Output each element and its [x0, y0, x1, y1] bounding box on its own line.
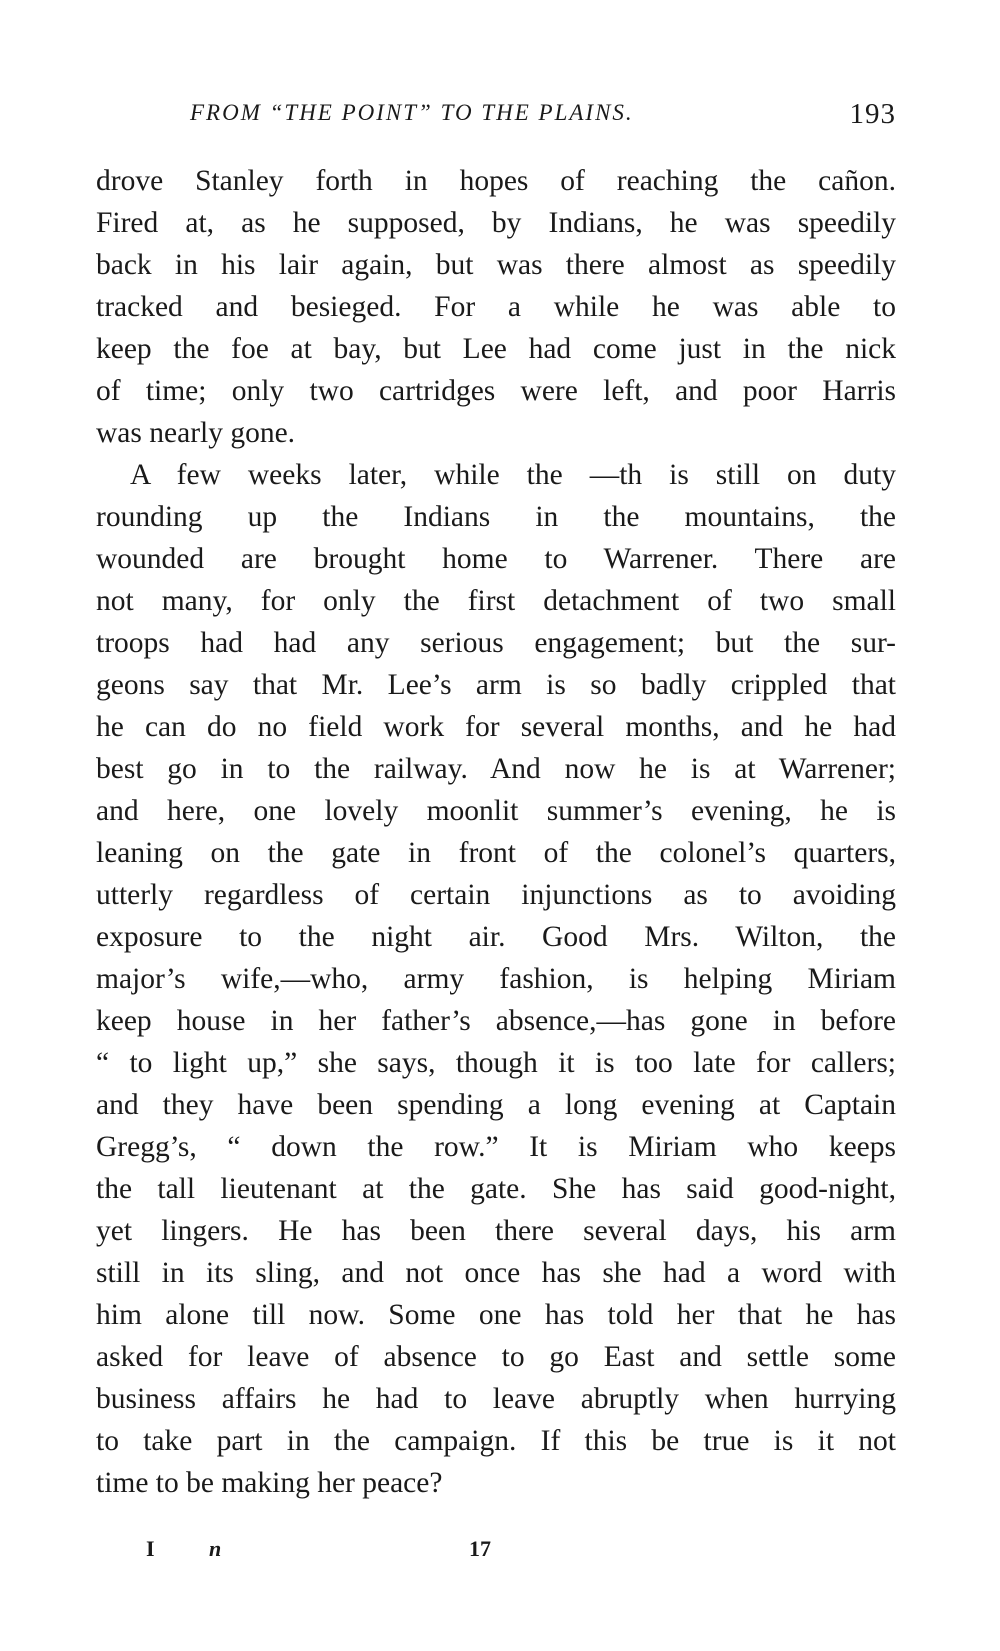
- text-line: leaning on the gate in front of the colonel’s quarters,: [96, 837, 896, 869]
- signature-mark: n: [209, 1536, 222, 1561]
- page-number: 193: [849, 98, 896, 130]
- text-line: not many, for only the first detachment of two small: [96, 585, 896, 617]
- text-line: and they have been spending a long evening at Captain: [96, 1089, 896, 1121]
- text-line: him alone till now. Some one has told her that he has: [96, 1299, 896, 1331]
- text-line: Gregg’s, “ down the row.” It is Miriam who keeps: [96, 1131, 896, 1163]
- running-title: FROM “THE POINT” TO THE PLAINS.: [190, 100, 634, 125]
- text-line: to take part in the campaign. If this be true is it not: [96, 1425, 896, 1457]
- text-line: A few weeks later, while the —th is still on duty: [130, 459, 896, 491]
- text-line: the tall lieutenant at the gate. She has said good-night,: [96, 1173, 896, 1205]
- text-line: exposure to the night air. Good Mrs. Wilton, the: [96, 921, 896, 953]
- text-line: still in its sling, and not once has she had a word with: [96, 1257, 896, 1289]
- text-line: business affairs he had to leave abruptly when hurrying: [96, 1383, 896, 1415]
- text-line: keep house in her father’s absence,—has gone in before: [96, 1005, 896, 1037]
- text-line: wounded are brought home to Warrener. There are: [96, 543, 896, 575]
- body-text: [96, 160, 896, 1504]
- signature-number: 17: [469, 1536, 491, 1561]
- text-line: asked for leave of absence to go East and settle some: [96, 1341, 896, 1373]
- text-line: utterly regardless of certain injunctions as to avoiding: [96, 879, 896, 911]
- text-line: Fired at, as he supposed, by Indians, he was speedily: [96, 207, 896, 239]
- text-line: and here, one lovely moonlit summer’s evening, he is: [96, 795, 896, 827]
- text-line: yet lingers. He has been there several days, his arm: [96, 1215, 896, 1247]
- text-line: major’s wife,—who, army fashion, is helping Miriam: [96, 963, 896, 995]
- text-line: “ to light up,” she says, though it is too late for callers;: [96, 1047, 896, 1079]
- text-line: rounding up the Indians in the mountains, the: [96, 501, 896, 533]
- signature-mark: I: [146, 1536, 155, 1561]
- signature-marks: [0, 1536, 1000, 1566]
- text-line: of time; only two cartridges were left, and poor Harris: [96, 375, 896, 407]
- text-line: keep the foe at bay, but Lee had come just in the nick: [96, 333, 896, 365]
- running-head: [190, 98, 896, 132]
- text-line: tracked and besieged. For a while he was able to: [96, 291, 896, 323]
- text-line: troops had had any serious engagement; but the sur-: [96, 627, 896, 659]
- text-line: drove Stanley forth in hopes of reaching the cañon.: [96, 165, 896, 197]
- text-line: was nearly gone.: [96, 417, 296, 449]
- text-line: he can do no field work for several months, and he had: [96, 711, 896, 743]
- text-line: time to be making her peace?: [96, 1467, 443, 1499]
- text-line: geons say that Mr. Lee’s arm is so badly crippled that: [96, 669, 896, 701]
- text-line: back in his lair again, but was there almost as speedily: [96, 249, 896, 281]
- text-line: best go in to the railway. And now he is at Warrener;: [96, 753, 896, 785]
